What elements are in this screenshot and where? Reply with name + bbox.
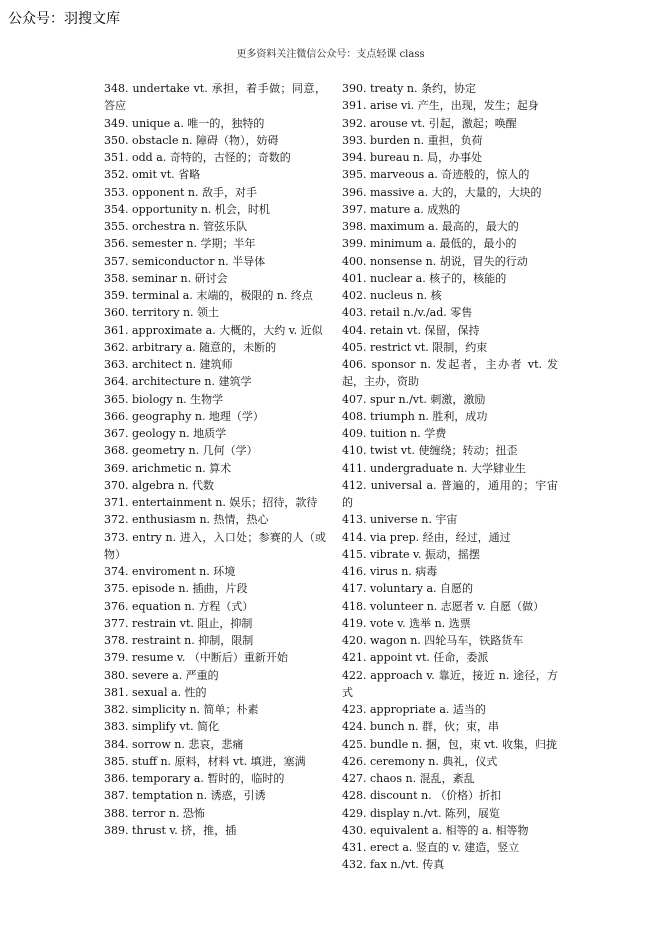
vocab-entry: 407. spur n./vt. 刺激，激励: [342, 392, 486, 406]
vocab-entry: 392. arouse vt. 引起，激起；唤醒: [342, 116, 517, 130]
vocab-entry: 365. biology n. 生物学: [104, 392, 224, 406]
right-column: [342, 80, 558, 874]
vocab-entry: 395. marveous a. 奇迹般的，惊人的: [342, 168, 530, 182]
vocab-entry: 374. enviroment n. 环境: [104, 565, 236, 578]
vocab-entry: 375. episode n. 插曲，片段: [104, 582, 248, 596]
vocab-entry: 401. nuclear a. 核子的，核能的: [342, 271, 507, 285]
vocab-entry: 355. orchestra n. 管弦乐队: [104, 220, 248, 233]
vocab-entry: 414. via prep. 经由，经过，通过: [342, 530, 511, 544]
vocab-entry: 389. thrust v. 挤，推，插: [104, 823, 237, 837]
vocab-entry: 416. virus n. 病毒: [342, 565, 438, 578]
vocab-entry: 348. undertake vt. 承担，着手做；同意，答应: [104, 82, 326, 113]
vocab-entry: 391. arise vi. 产生，出现，发生；起身: [342, 99, 539, 113]
watermark: 公众号：羽搜文库: [8, 11, 120, 27]
vocab-entry: 427. chaos n. 混乱，紊乱: [342, 772, 475, 785]
vocab-entry: 430. equivalent a. 相等的 a. 相等物: [342, 823, 529, 837]
vocab-entry: 402. nucleus n. 核: [342, 289, 442, 302]
vocab-entry: 424. bunch n. 群，伙；束，串: [342, 720, 500, 734]
vocab-entry: 385. stuff n. 原料，材料 vt. 填进，塞满: [104, 754, 306, 768]
page-header: 更多资料关注微信公众号：支点轻课 class: [236, 49, 425, 60]
left-column: [104, 80, 326, 839]
vocab-entry: 429. display n./vt. 陈列，展览: [342, 806, 500, 820]
vocab-entry: 380. severe a. 严重的: [104, 668, 219, 682]
vocab-entry: 352. omit vt. 省略: [104, 168, 201, 182]
vocab-entry: 371. entertainment n. 娱乐；招待，款待: [104, 496, 318, 509]
vocab-entry: 409. tuition n. 学费: [342, 427, 447, 440]
vocab-entry: 425. bundle n. 捆，包，束 vt. 收集，归拢: [342, 737, 557, 751]
vocab-entry: 417. voluntary a. 自愿的: [342, 582, 474, 596]
vocab-entry: 354. opportunity n. 机会，时机: [104, 202, 270, 216]
vocab-entry: 379. resume v. （中断后）重新开始: [104, 651, 288, 665]
vocab-entry: 376. equation n. 方程（式）: [104, 599, 254, 613]
vocab-entry: 372. enthusiasm n. 热情，热心: [104, 513, 269, 527]
vocab-entry: 390. treaty n. 条约，协定: [342, 82, 476, 95]
vocab-entry: 359. terminal a. 末端的，极限的 n. 终点: [104, 289, 313, 302]
vocab-entry: 421. appoint vt. 任命，委派: [342, 651, 489, 665]
vocab-entry: 350. obstacle n. 障碍（物），妨碍: [104, 133, 279, 147]
vocab-entry: 363. architect n. 建筑师: [104, 358, 233, 371]
vocab-entry: 396. massive a. 大的，大量的，大块的: [342, 185, 542, 199]
vocab-entry: 419. vote v. 选举 n. 选票: [342, 616, 471, 630]
vocab-entry: 415. vibrate v. 振动，摇摆: [342, 547, 480, 561]
vocab-entry: 349. unique a. 唯一的，独特的: [104, 116, 265, 130]
vocab-entry: 373. entry n. 进入，入口处；参赛的人（或物）: [104, 530, 326, 561]
vocab-entry: 367. geology n. 地质学: [104, 427, 227, 440]
vocab-entry: 428. discount n. （价格）折扣: [342, 789, 502, 803]
vocab-entry: 431. erect a. 竖直的 v. 建造，竖立: [342, 841, 520, 854]
vocab-entry: 361. approximate a. 大概的，大约 v. 近似: [104, 323, 323, 337]
vocab-entry: 405. restrict vt. 限制，约束: [342, 340, 488, 354]
vocab-entry: 378. restraint n. 抑制，限制: [104, 634, 254, 647]
vocab-entry: 404. retain vt. 保留，保持: [342, 323, 480, 337]
vocab-entry: 370. algebra n. 代数: [104, 478, 215, 492]
vocab-entry: 353. opponent n. 敌手，对手: [104, 185, 257, 199]
vocab-entry: 412. universal a. 普遍的，通用的；宇宙的: [342, 478, 558, 509]
vocab-entry: 362. arbitrary a. 随意的，未断的: [104, 340, 277, 354]
vocab-entry: 358. seminar n. 研讨会: [104, 271, 228, 285]
vocab-entry: 364. architecture n. 建筑学: [104, 375, 252, 389]
vocab-entry: 356. semester n. 学期；半年: [104, 237, 256, 251]
vocab-entry: 357. semiconductor n. 半导体: [104, 254, 266, 268]
vocab-entry: 411. undergraduate n. 大学肄业生: [342, 461, 527, 475]
vocab-entry: 387. temptation n. 诱惑，引诱: [104, 789, 266, 803]
vocab-entry: 377. restrain vt. 阻止，抑制: [104, 616, 253, 630]
vocab-entry: 393. burden n. 重担，负荷: [342, 133, 483, 147]
vocab-entry: 394. bureau n. 局，办事处: [342, 151, 483, 164]
vocab-entry: 400. nonsense n. 胡说，冒失的行动: [342, 254, 528, 268]
vocab-entry: 397. mature a. 成熟的: [342, 202, 461, 216]
vocab-entry: 422. approach v. 靠近，接近 n. 途径，方式: [342, 668, 558, 699]
vocab-entry: 432. fax n./vt. 传真: [342, 858, 445, 872]
vocab-entry: 410. twist vt. 使缠绕；转动；扭歪: [342, 444, 518, 458]
vocab-entry: 413. universe n. 宇宙: [342, 513, 458, 527]
vocab-entry: 360. territory n. 领土: [104, 306, 220, 320]
vocab-entry: 406. sponsor n. 发起者，主办者 vt. 发起，主办，资助: [342, 358, 558, 389]
vocab-entry: 384. sorrow n. 悲哀，悲痛: [104, 737, 244, 751]
vocab-entry: 426. ceremony n. 典礼，仪式: [342, 754, 498, 768]
vocab-entry: 418. volunteer n. 志愿者 v. 自愿（做）: [342, 599, 545, 613]
vocab-entry: 398. maximum a. 最高的，最大的: [342, 220, 519, 233]
vocab-entry: 399. minimum a. 最低的，最小的: [342, 237, 517, 251]
vocab-entry: 386. temporary a. 暂时的，临时的: [104, 772, 285, 785]
vocab-entry: 368. geometry n. 几何（学）: [104, 444, 258, 458]
vocab-entry: 381. sexual a. 性的: [104, 685, 207, 699]
vocab-entry: 403. retail n./v./ad. 零售: [342, 306, 473, 320]
vocab-entry: 369. arichmetic n. 算术: [104, 461, 232, 475]
vocab-entry: 408. triumph n. 胜利，成功: [342, 409, 488, 423]
vocab-entry: 382. simplicity n. 简单；朴素: [104, 703, 259, 716]
vocab-entry: 423. appropriate a. 适当的: [342, 703, 486, 716]
vocab-entry: 383. simplify vt. 简化: [104, 720, 220, 734]
vocab-entry: 351. odd a. 奇特的，古怪的；奇数的: [104, 151, 291, 164]
vocab-entry: 366. geography n. 地理（学）: [104, 409, 264, 423]
vocab-entry: 388. terror n. 恐怖: [104, 806, 205, 820]
vocab-entry: 420. wagon n. 四轮马车，铁路货车: [342, 634, 524, 647]
